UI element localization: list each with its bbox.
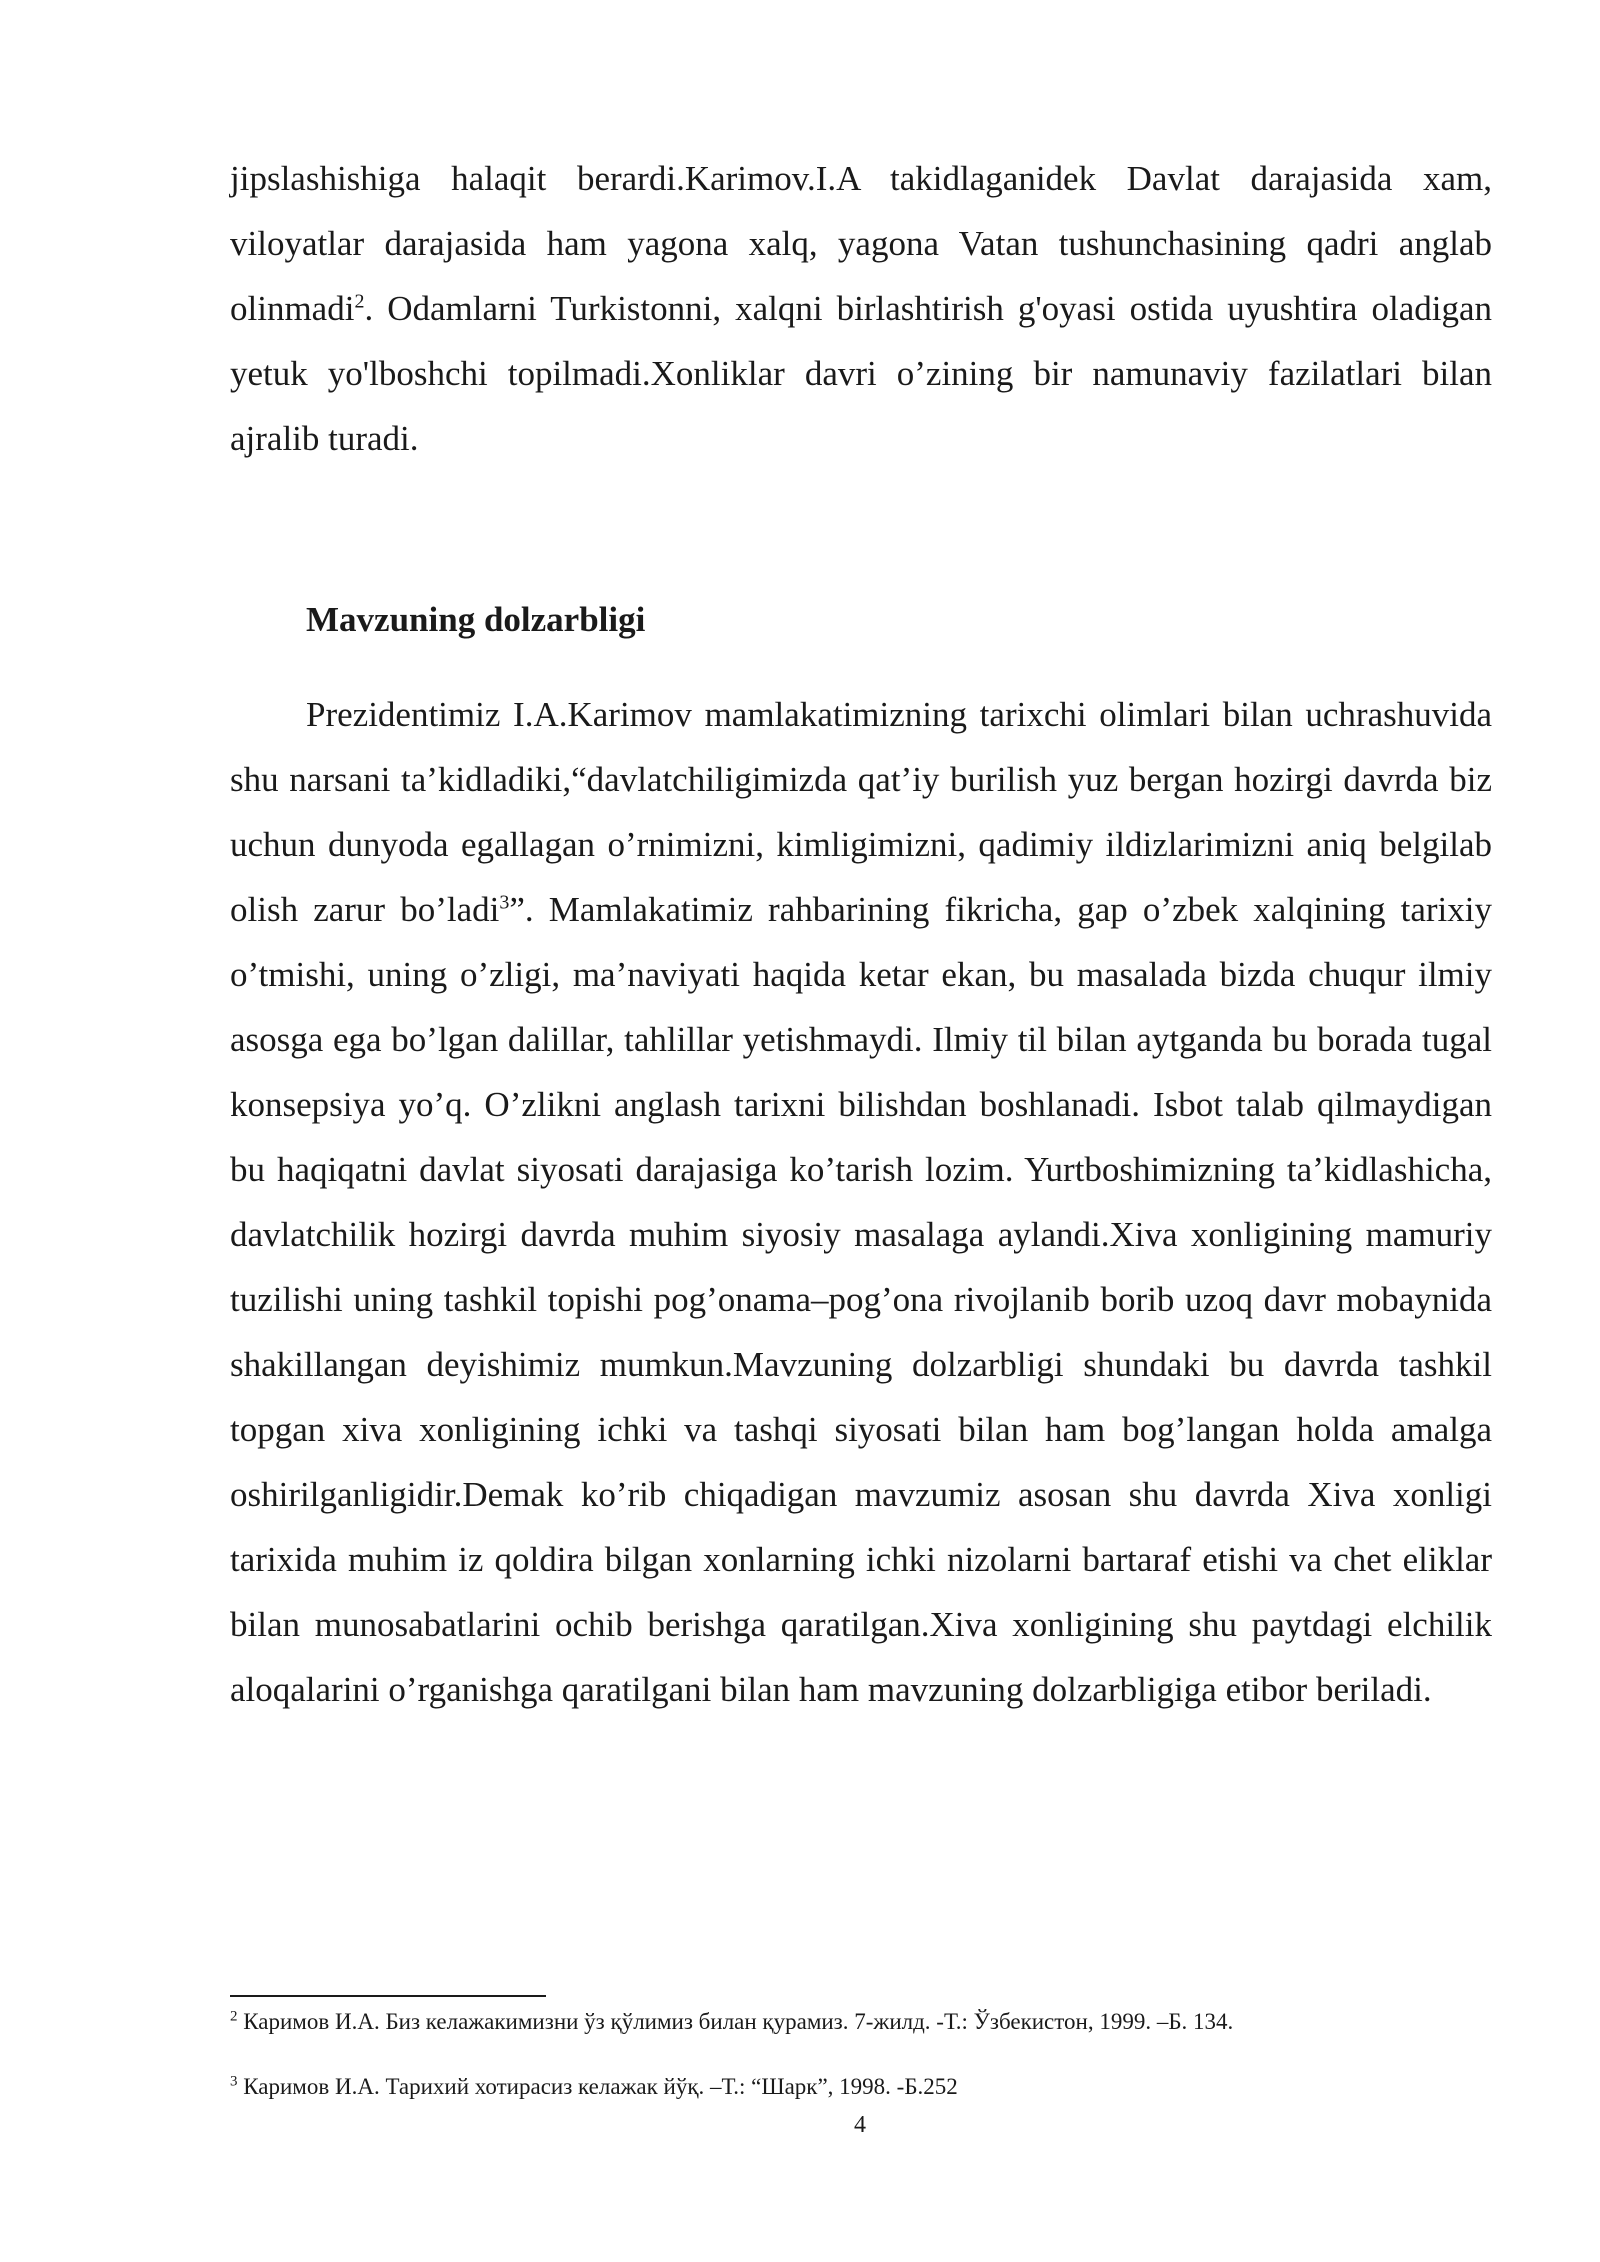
footnote-number: 2 <box>230 2008 238 2025</box>
footnote-divider <box>230 1995 546 1997</box>
section-text-part-1: Prezidentimiz I.A.Karimov mamlakatimizning tarixchi olimlari bilan uchrashuvida shu narsani ta’kidladiki,“davlatchiligimizda qat’iy burilish yuz bergan hozirgi davrda biz uchun dunyoda egallagan o’rnimizni, kimligimizni, qadimiy ildizlarimizni aniq belgilab olish zarur bo’ladi <box>230 695 1492 929</box>
footnote-ref-3[interactable]: 3 <box>499 891 510 914</box>
section-text-part-2: ”. Mamlakatimiz rahbarining fikricha, gap o’zbek xalqining tarixiy o’tmishi, uning o’zligi, ma’naviyati haqida ketar ekan, bu masalada bizda chuqur ilmiy asosga ega bo’lgan dalillar, tahlillar yetishmaydi. Ilmiy til bilan aytganda bu borada tugal konsepsiya yo’q. O’zlikni anglash tarixni bilishdan boshlanadi. Isbot talab qilmaydigan bu haqiqatni davlat siyosati darajasiga ko’tarish lozim. Yurtboshimizning ta’kidlashicha, davlatchilik hozirgi davrda muhim siyosiy masalaga aylandi.Xiva xonligining mamuriy tuzilishi uning tashkil topishi pog’onama–pog’ona rivojlanib borib uzoq davr mobaynida shakillangan deyishimiz mumkun.Mavzuning dolzarbligi shundaki bu davrda tashkil topgan xiva xonligining ichki va tashqi siyosati bilan ham bog’langan holda amalga oshirilganligidir.Demak ko’rib chiqadigan mavzumiz asosan shu davrda Xiva xonligi tarixida muhim iz qoldira bilgan xonlarning ichki nizolarni bartaraf etishi va chet eliklar bilan munosabatlarini ochib berishga qaratilgan.Xiva xonligining shu paytdagi elchilik aloqalarini o’rganishga qaratilgani bilan ham mavzuning dolzarbligiga etibor beriladi. <box>230 890 1492 1709</box>
footnote-3 <box>230 2070 1492 2104</box>
section-heading: Mavzuning dolzarbligi <box>306 600 646 639</box>
intro-text-part-1: jipslashishiga halaqit berardi.Karimov.I.A takidlaganidek Davlat darajasida xam, viloyatlar darajasida ham yagona xalq, yagona Vatan tushunchasining qadri anglab olinmadi <box>230 159 1492 328</box>
footnote-number: 3 <box>230 2073 238 2090</box>
intro-paragraph <box>230 146 1492 471</box>
footnote-ref-2[interactable]: 2 <box>354 290 365 313</box>
page-number: 4 <box>854 2112 866 2138</box>
intro-text-part-2: . Odamlarni Turkistonni, xalqni birlashtirish g'oyasi ostida uyushtira oladigan yetuk yo'lboshchi topilmadi.Xonliklar davri o’zining bir namunaviy fazilatlari bilan ajralib turadi. <box>230 289 1492 458</box>
footnote-text: Каримов И.А. Биз келажакимизни ўз қўлимиз билан қурамиз. 7-жилд. -Т.: Ўзбекистон, 1999. –Б. 134. <box>237 2009 1234 2034</box>
footnote-text: Каримов И.А. Тарихий хотирасиз келажак йўқ. –Т.: “Шарк”, 1998. -Б.252 <box>237 2074 958 2099</box>
section-paragraph <box>230 682 1492 1722</box>
footnote-2 <box>230 2005 1492 2039</box>
